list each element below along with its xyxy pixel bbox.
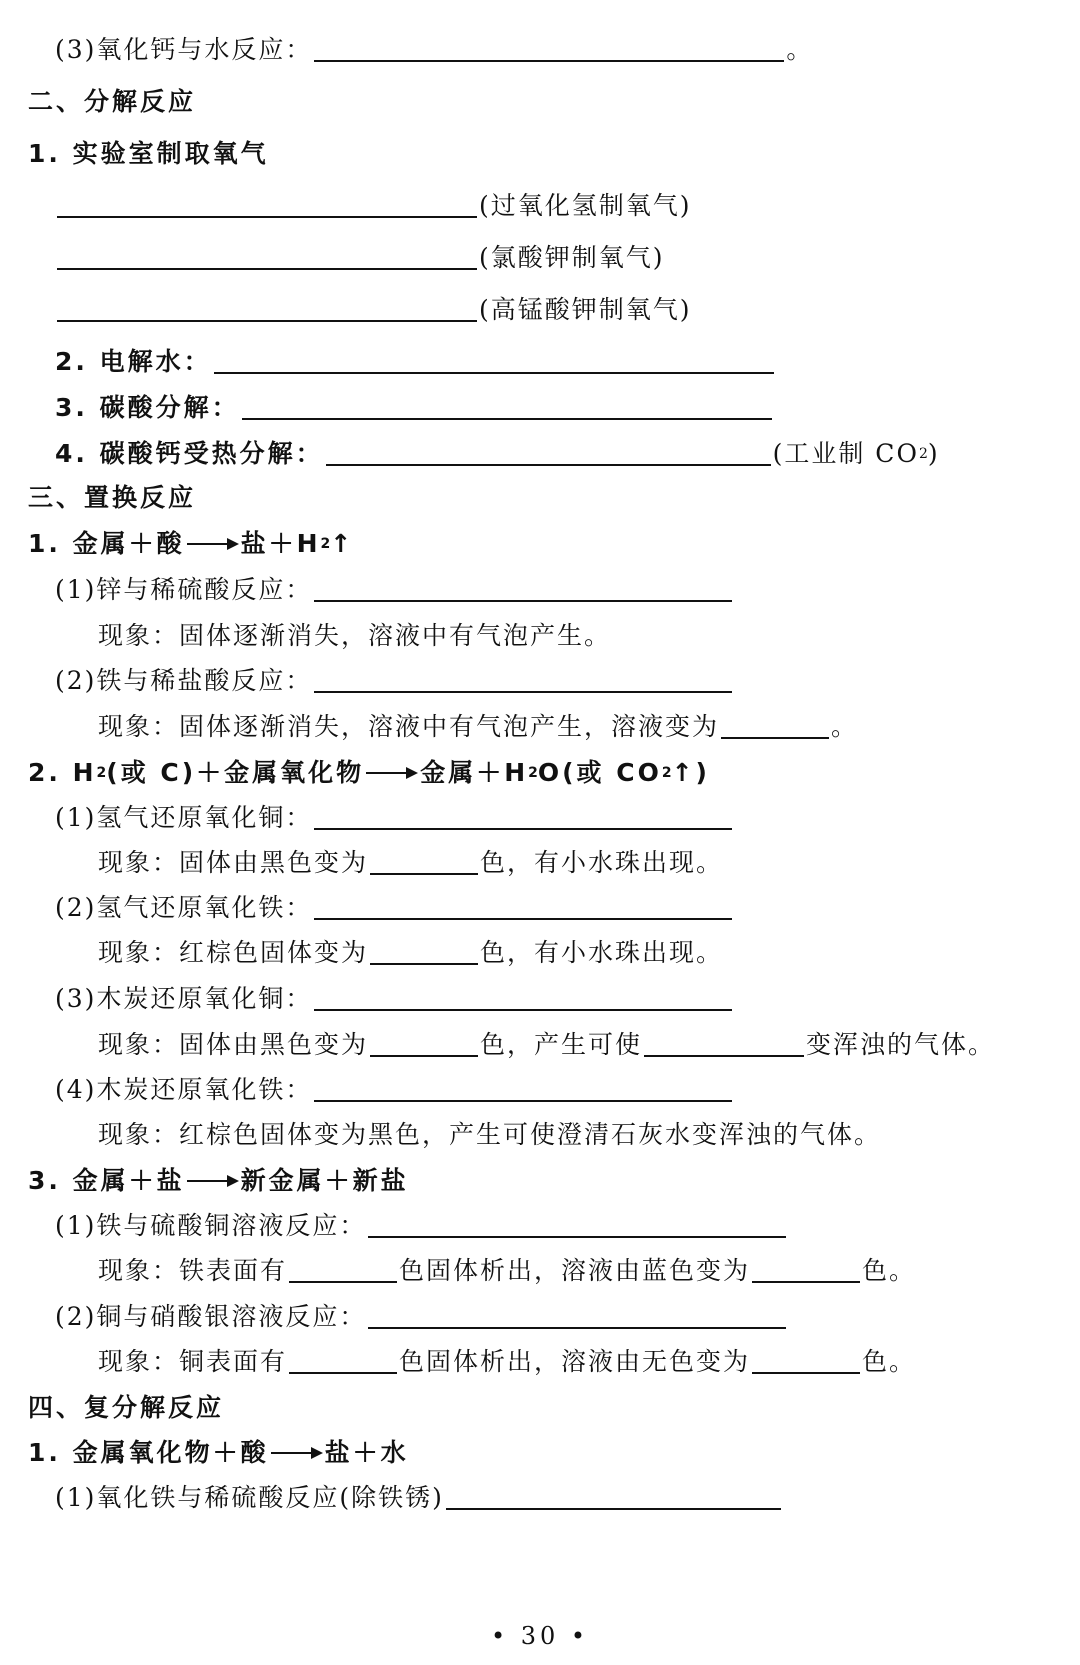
note-close: ) (927, 439, 940, 468)
answer-blank[interactable] (314, 802, 732, 830)
phenomenon-zinc (98, 608, 611, 652)
rule-metal-salt (28, 1153, 409, 1197)
question-text: (4)木炭还原氧化铁： (55, 1075, 313, 1104)
reaction-arrow-icon (271, 1443, 323, 1463)
subsection-lab-oxygen (28, 126, 269, 170)
subscript: 2 (96, 765, 107, 781)
rule-text: 金属＋H (420, 758, 529, 787)
subsection-text: 1. 实验室制取氧气 (28, 139, 269, 168)
item-text: 3. 碳酸分解： (55, 393, 240, 422)
electrolysis-water (55, 334, 776, 378)
question-3-cao-water (55, 22, 813, 66)
c-reduce-cuo (55, 971, 734, 1015)
reaction-arrow-icon (187, 1171, 239, 1191)
answer-blank[interactable] (314, 983, 732, 1011)
phenomenon-text: 现象：红棕色固体变为黑色，产生可使澄清石灰水变浑浊的气体。 (98, 1120, 882, 1149)
rule-text: 1. 金属＋酸 (28, 529, 185, 558)
answer-blank[interactable] (314, 34, 784, 62)
phenomenon-text: 变浑浊的气体。 (806, 1030, 996, 1059)
question-text: (1)氧化铁与稀硫酸反应(除铁锈) (55, 1483, 444, 1512)
question-text: (2)铜与硝酸银溶液反应： (55, 1302, 367, 1331)
note-text: (过氧化氢制氧气) (479, 191, 692, 220)
carbonic-acid-decomposition (55, 380, 774, 424)
heading-text: 三、置换反应 (28, 483, 197, 512)
rule-text: 盐＋H (240, 529, 321, 558)
answer-blank[interactable] (752, 1346, 860, 1374)
answer-blank[interactable] (314, 574, 732, 602)
item-text: 4. 碳酸钙受热分解： (55, 439, 324, 468)
fe2o3-sulfuric-acid (55, 1470, 783, 1514)
phenomenon-text: 色。 (862, 1347, 917, 1376)
phenomenon-text: 色，有小水珠出现。 (480, 848, 724, 877)
answer-blank[interactable] (446, 1482, 781, 1510)
phenomenon-iron-cuso4 (98, 1243, 916, 1287)
rule-text: 3. 金属＋盐 (28, 1166, 185, 1195)
oxygen-kmno4-line (55, 282, 692, 326)
phenomenon-text: 现象：固体由黑色变为 (98, 848, 369, 877)
note-text: (高锰酸钾制氧气) (479, 295, 692, 324)
c-reduce-fe2o3 (55, 1062, 734, 1106)
page-number: • 30 • (490, 1622, 590, 1650)
rule-reduction (28, 745, 710, 789)
reaction-arrow-icon (187, 534, 239, 554)
heading-text: 二、分解反应 (28, 87, 197, 116)
iron-hydrochloric-acid (55, 653, 734, 697)
answer-blank[interactable] (242, 392, 772, 420)
phenomenon-text: 色，产生可使 (480, 1030, 643, 1059)
gas-arrow: ↑ (330, 529, 355, 558)
phenomenon-text: 色固体析出，溶液由蓝色变为 (399, 1256, 751, 1285)
answer-blank[interactable] (314, 892, 732, 920)
answer-blank[interactable] (752, 1255, 860, 1283)
phenomenon-text: 现象：固体逐渐消失，溶液中有气泡产生。 (98, 621, 612, 650)
answer-blank[interactable] (57, 190, 477, 218)
question-text: (1)锌与稀硫酸反应： (55, 575, 313, 604)
phenomenon-c-fe2o3 (98, 1107, 881, 1151)
answer-blank[interactable] (370, 1029, 478, 1057)
rule-text: ↑) (671, 758, 710, 787)
phenomenon-text: 现象：铜表面有 (98, 1347, 288, 1376)
note-text: (氯酸钾制氧气) (479, 243, 665, 272)
phenomenon-c-cuo (98, 1017, 995, 1061)
oxygen-h2o2-line (55, 178, 692, 222)
question-text: (2)氢气还原氧化铁： (55, 893, 313, 922)
copper-silver-nitrate (55, 1289, 788, 1333)
subscript: 2 (528, 765, 538, 781)
rule-text: (或 C)＋金属氧化物 (106, 758, 365, 787)
phenomenon-cu-agno3 (98, 1334, 916, 1378)
answer-blank[interactable] (644, 1029, 804, 1057)
question-text: (1)氢气还原氧化铜： (55, 803, 313, 832)
rule-text: 1. 金属氧化物＋酸 (28, 1438, 269, 1467)
answer-blank[interactable] (57, 294, 477, 322)
question-text: (1)铁与硫酸铜溶液反应： (55, 1211, 367, 1240)
item-text: 2. 电解水： (55, 347, 212, 376)
subscript: 2 (918, 446, 928, 462)
period: 。 (786, 35, 814, 64)
zinc-sulfuric-acid (55, 562, 734, 606)
question-text: (2)铁与稀盐酸反应： (55, 666, 313, 695)
phenomenon-text: 现象：固体逐渐消失，溶液中有气泡产生，溶液变为 (98, 712, 720, 741)
rule-text: 盐＋水 (324, 1438, 409, 1467)
question-text: (3)氧化钙与水反应： (55, 35, 313, 64)
reaction-arrow-icon (366, 763, 418, 783)
heading-text: 四、复分解反应 (28, 1393, 225, 1422)
subscript: 2 (320, 536, 331, 552)
section-heading-displacement (28, 470, 196, 514)
answer-blank[interactable] (289, 1346, 397, 1374)
answer-blank[interactable] (721, 711, 829, 739)
answer-blank[interactable] (214, 346, 774, 374)
caco3-decomposition (55, 426, 940, 470)
phenomenon-h2-fe2o3 (98, 925, 723, 969)
question-text: (3)木炭还原氧化铜： (55, 984, 313, 1013)
answer-blank[interactable] (370, 847, 478, 875)
answer-blank[interactable] (368, 1210, 786, 1238)
rule-text: O(或 CO (537, 758, 662, 787)
phenomenon-text: 色，有小水珠出现。 (480, 938, 724, 967)
phenomenon-text: 现象：固体由黑色变为 (98, 1030, 369, 1059)
section-heading-double-replacement (28, 1380, 224, 1424)
h2-reduce-cuo (55, 790, 734, 834)
answer-blank[interactable] (368, 1301, 786, 1329)
period: 。 (831, 712, 859, 741)
phenomenon-text: 现象：红棕色固体变为 (98, 938, 369, 967)
phenomenon-text: 色固体析出，溶液由无色变为 (399, 1347, 751, 1376)
phenomenon-h2-cuo (98, 835, 723, 879)
answer-blank[interactable] (57, 242, 477, 270)
h2-reduce-fe2o3 (55, 880, 734, 924)
oxygen-kclo3-line (55, 230, 665, 274)
subscript: 2 (661, 765, 672, 781)
section-heading-decomposition (28, 74, 196, 118)
answer-blank[interactable] (326, 438, 771, 466)
rule-text: 新金属＋新盐 (240, 1166, 409, 1195)
rule-text: 2. H (28, 758, 97, 787)
answer-blank[interactable] (314, 665, 732, 693)
answer-blank[interactable] (370, 937, 478, 965)
phenomenon-iron (98, 699, 858, 743)
answer-blank[interactable] (289, 1255, 397, 1283)
note-text: (工业制 CO (772, 439, 919, 468)
phenomenon-text: 色。 (862, 1256, 917, 1285)
iron-copper-sulfate (55, 1198, 788, 1242)
rule-metal-acid (28, 516, 354, 560)
rule-oxide-acid (28, 1425, 409, 1469)
phenomenon-text: 现象：铁表面有 (98, 1256, 288, 1285)
answer-blank[interactable] (314, 1074, 732, 1102)
